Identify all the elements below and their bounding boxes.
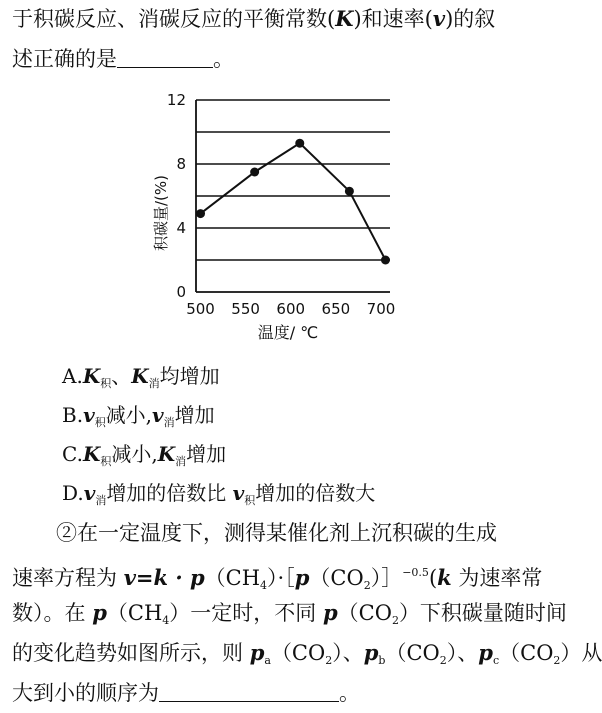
rate-equation: v=k · p [123,565,205,590]
series-line [201,143,386,260]
symbol: v [232,481,245,505]
part2-line-3 [12,598,582,636]
data-point [196,209,205,218]
intro-text: )和速率( [353,7,433,31]
symbol-p: p [478,640,493,665]
option-d[interactable] [62,479,375,515]
x-tick-label: 500 [186,300,215,318]
formula-text: （CH [106,601,163,625]
y-tick-label: 4 [176,219,186,237]
subscript: b [378,654,386,667]
option-letter: B. [62,403,84,427]
subscript: 2 [439,654,447,667]
separator: 、 [111,364,132,388]
option-text: 增加的倍数大 [255,481,376,505]
option-text: 减小, [105,403,153,427]
part2-text: ）下积碳量随时间 [398,601,567,625]
y-axis-label: 积碳量/(%) [152,174,170,252]
formula-text: （CH [204,566,261,590]
formula-text: （CO [385,641,440,665]
symbol-k: K [335,6,354,31]
part2-text: 数）。在 [12,601,93,625]
subscript: 消 [95,494,107,507]
subscript: 积 [94,416,106,429]
formula-text: ）］ [370,566,403,590]
option-text: 均增加 [159,364,220,388]
symbol: K [131,364,149,388]
subscript: 4 [260,579,268,592]
subscript: 积 [100,455,112,468]
part2-text: 速率方程为 [12,566,124,590]
y-tick-label: 8 [176,155,186,173]
option-letter: D. [62,481,84,505]
symbol: v [83,481,96,505]
option-text: 增加 [186,442,227,466]
formula-text: ）·［ [267,566,295,590]
symbol: v [83,403,95,427]
subscript: c [492,654,500,667]
y-tick-label: 0 [176,283,186,301]
exponent: −0.5 [402,566,429,579]
symbol-p: p [294,565,310,590]
x-tick-labels [186,300,395,318]
subscript: 2 [325,654,333,667]
subscript: 4 [162,614,170,627]
subscript: a [264,654,271,667]
symbol-p: p [363,640,379,665]
subscript: 消 [148,377,160,390]
period: 。 [339,681,360,705]
subscript: 2 [391,614,399,627]
symbol: K [157,442,176,466]
data-point [381,256,390,265]
option-a[interactable] [62,362,220,398]
option-b[interactable] [62,401,215,437]
intro-line-1 [12,4,582,34]
subscript: 积 [244,494,256,507]
symbol-p: p [322,600,338,625]
option-c[interactable] [62,440,226,476]
data-points [196,139,390,265]
symbol: K [82,442,101,466]
question-text: 述正确的是 [12,47,117,71]
option-text: 减小, [111,442,158,466]
data-point [295,139,304,148]
subscript: 2 [553,654,561,667]
formula-text: （CO [270,641,326,665]
option-text: 增加的倍数比 [106,481,233,505]
x-tick-label: 700 [366,300,396,318]
symbol-k: k [437,565,452,590]
option-letter: C. [62,442,83,466]
part2-line-1 [56,518,582,548]
option-letter: A. [62,364,83,388]
data-point [250,168,259,177]
x-tick-label: 600 [276,300,306,318]
symbol: v [152,403,164,427]
x-tick-label: 650 [321,300,351,318]
x-tick-label: 550 [231,300,260,318]
formula-text: ( [428,566,438,590]
symbol-v: v [432,6,446,31]
part2-text: ）一定时，不同 [169,601,323,625]
part2-line-5 [12,678,582,708]
intro-line-2 [12,44,582,74]
subscript: 消 [163,416,175,429]
intro-text: 于积碳反应、消碳反应的平衡常数( [12,7,336,31]
chart-grid [196,100,390,260]
option-text: 增加 [174,403,215,427]
formula-text: ）、 [446,641,479,665]
answer-blank[interactable] [117,47,213,68]
part2-text: 为速率常 [451,566,543,590]
answer-blank[interactable] [159,681,339,702]
x-axis-label: 温度/ ℃ [257,323,319,342]
formula-text: （CO [499,641,554,665]
part2-text: ）从 [560,641,602,665]
symbol-p: p [249,640,265,665]
formula-text: （CO [337,601,392,625]
part2-text: 大到小的顺序为 [12,681,159,705]
part2-line-2 [12,558,582,601]
symbol: K [82,364,101,388]
formula-text: ）、 [332,641,364,665]
y-tick-label: 12 [166,91,186,109]
part2-line-4 [12,638,602,676]
part2-text: 的变化趋势如图所示，则 [12,641,250,665]
symbol-p: p [92,600,107,625]
part2-text: ②在一定温度下，测得某催化剂上沉积碳的生成 [56,521,497,545]
data-point [345,187,354,196]
carbon-deposition-chart [150,88,400,346]
subscript: 消 [175,455,187,468]
intro-text: )的叙 [445,7,496,31]
subscript: 2 [363,579,371,592]
subscript: 积 [100,377,112,390]
period: 。 [213,47,234,71]
formula-text: （CO [309,566,364,590]
